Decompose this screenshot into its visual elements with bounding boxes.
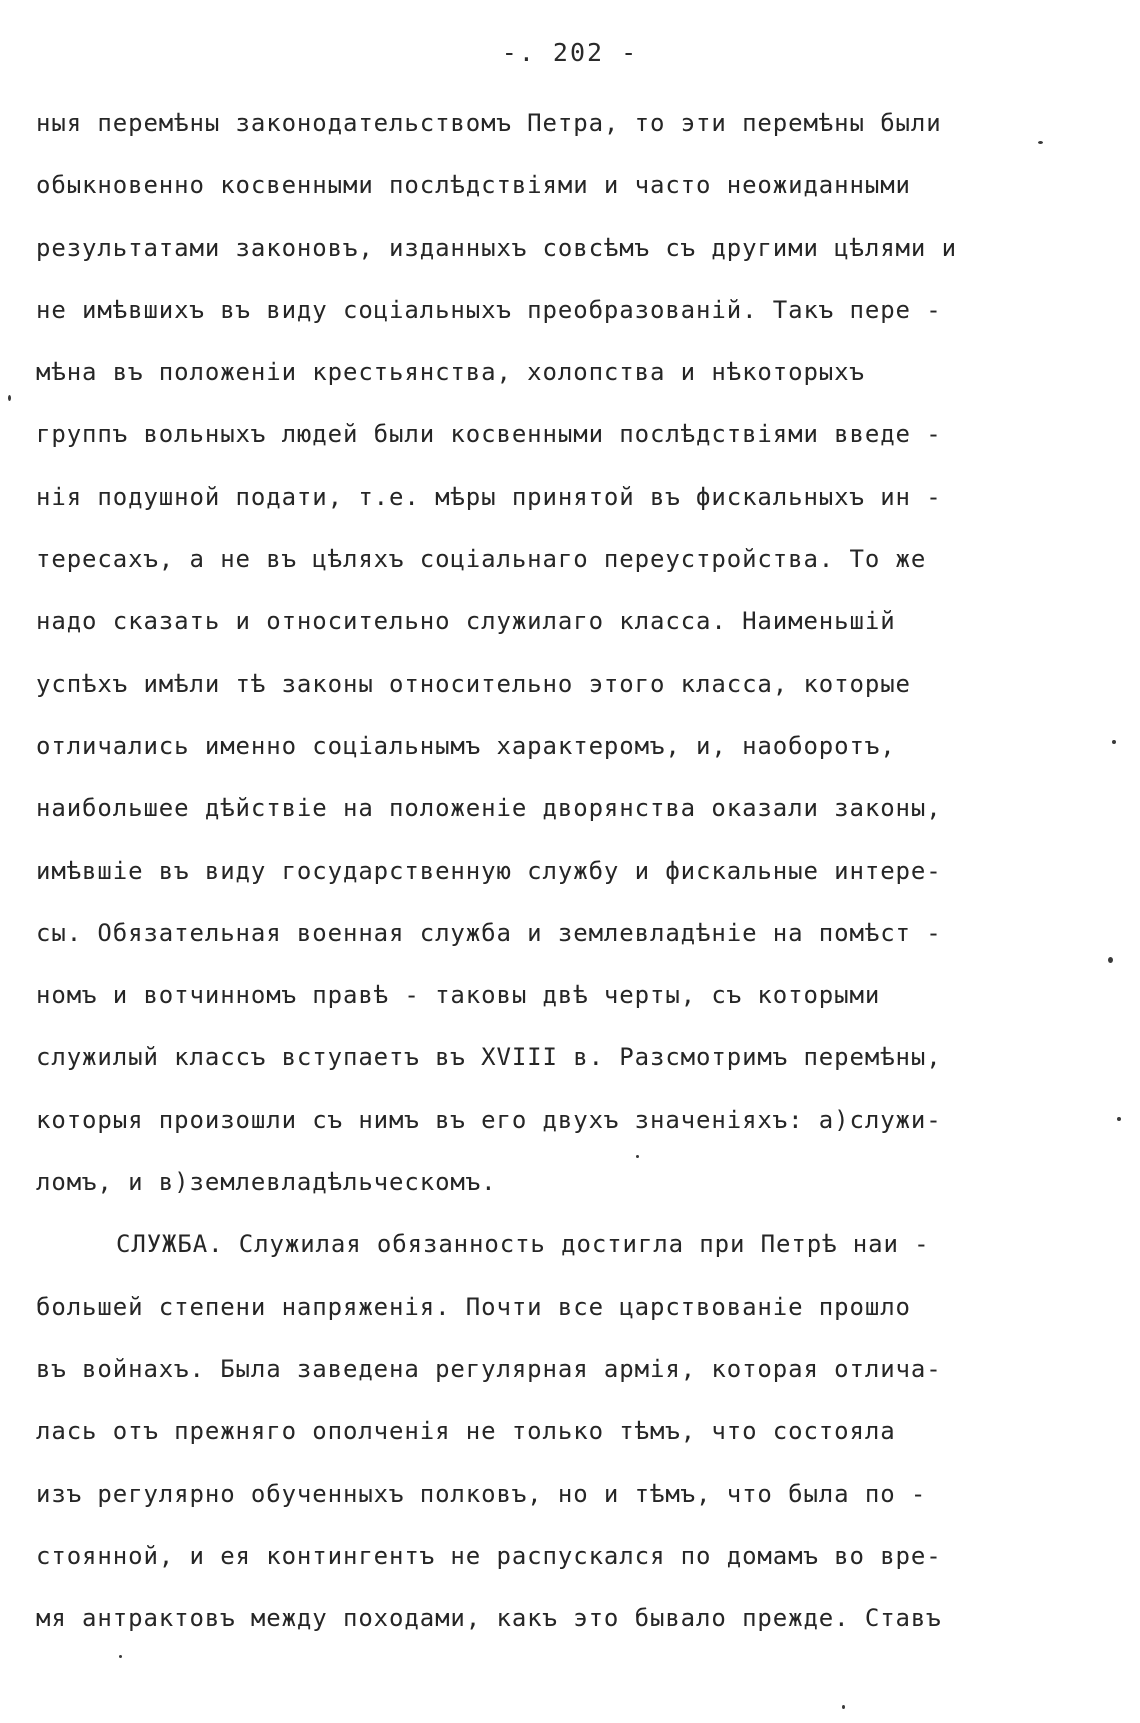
text-line: группъ вольныхъ людей были косвенными послѣдствіями введе - <box>36 420 942 449</box>
scan-speck <box>1117 1117 1121 1121</box>
text-line: надо сказать и относительно служилаго класса. Наименьшій <box>36 607 896 636</box>
scan-speck <box>119 1655 122 1658</box>
scan-speck <box>1112 740 1116 744</box>
paragraph-start-line: СЛУЖБА. Служилая обязанность достигла при Петрѣ наи - <box>116 1230 930 1259</box>
scan-speck <box>636 1155 639 1158</box>
text-body <box>36 92 1016 1649</box>
scan-speck <box>8 395 11 401</box>
text-line: изъ регулярно обученныхъ полковъ, но и тѣмъ, что была по - <box>36 1479 927 1508</box>
text-line: ныя перемѣны законодательствомъ Петра, то эти перемѣны были <box>36 109 942 137</box>
text-line: номъ и вотчинномъ правѣ - таковы двѣ черты, съ которыми <box>36 981 881 1010</box>
text-line: сы. Обязательная военная служба и землевладѣніе на помѣст - <box>36 918 942 947</box>
text-line: нія подушной подати, т.е. мѣры принятой въ фискальныхъ ин - <box>36 482 942 511</box>
text-line: лась отъ прежняго ополченія не только тѣмъ, что состояла <box>36 1417 896 1446</box>
text-line: мя антрактовъ между походами, какъ это бывало прежде. Ставъ <box>36 1604 942 1633</box>
scan-speck <box>1038 141 1043 144</box>
text-line: наибольшее дѣйствіе на положеніе дворянства оказали законы, <box>36 794 942 823</box>
text-line: въ войнахъ. Была заведена регулярная армія, которая отлича- <box>36 1354 942 1383</box>
text-line: ломъ, и в)землевладѣльческомъ. <box>36 1168 497 1197</box>
text-line: успѣхъ имѣли тѣ законы относительно этого класса, которые <box>36 669 911 698</box>
text-line: большей степени напряженія. Почти все царствованіе прошло <box>36 1292 911 1321</box>
scan-speck <box>1108 957 1113 963</box>
scan-speck <box>842 1705 845 1709</box>
text-line: служилый классъ вступаетъ въ XVIII в. Разсмотримъ перемѣны, <box>36 1043 942 1072</box>
text-line: обыкновенно косвенными послѣдствіями и часто неожиданными <box>36 171 911 200</box>
text-line: имѣвшіе въ виду государственную службу и фискальные интере- <box>36 856 942 885</box>
text-line: которыя произошли съ нимъ въ его двухъ значеніяхъ: а)служи- <box>36 1105 942 1134</box>
text-line: результатами законовъ, изданныхъ совсѣмъ съ другими цѣлями и <box>36 233 957 262</box>
page-number: -. 202 - <box>501 38 639 67</box>
text-line: отличались именно соціальнымъ характеромъ, и, наоборотъ, <box>36 731 896 760</box>
text-line: мѣна въ положеніи крестьянства, холопства и нѣкоторыхъ <box>36 358 865 387</box>
text-line: стоянной, и ея контингентъ не распускался по домамъ во вре- <box>36 1541 942 1570</box>
text-line: не имѣвшихъ въ виду соціальныхъ преобразованій. Такъ пере - <box>36 295 942 324</box>
text-line: тересахъ, а не въ цѣляхъ соціальнаго переустройства. То же <box>36 545 927 574</box>
